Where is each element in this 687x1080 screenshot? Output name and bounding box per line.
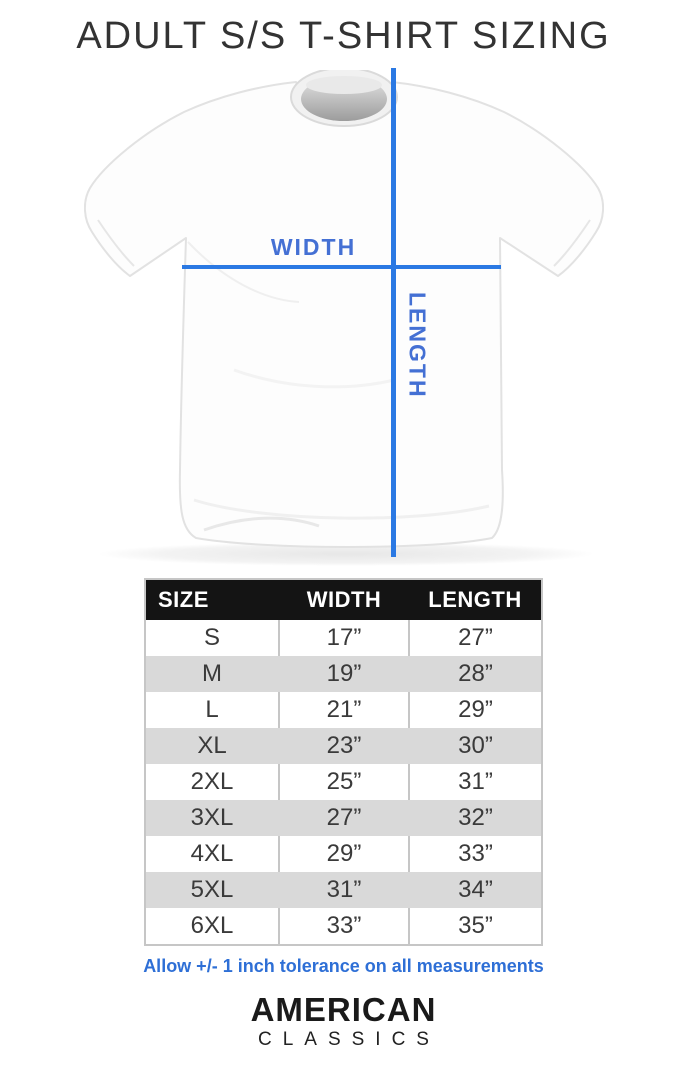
table-row <box>145 836 542 872</box>
shirt-body <box>84 82 602 547</box>
brand-name: AMERICAN <box>250 990 437 1028</box>
length-label: LENGTH <box>404 291 431 399</box>
table-row <box>145 656 542 692</box>
width-cell: 25” <box>279 764 409 800</box>
size-cell: 5XL <box>190 875 234 903</box>
length-cell: 35” <box>409 908 542 945</box>
size-cell: 3XL <box>190 803 234 831</box>
length-cell: 29” <box>409 692 542 728</box>
table-row <box>145 692 542 728</box>
width-cell: 17” <box>279 620 409 656</box>
width-measure-line <box>182 265 501 269</box>
width-cell: 27” <box>279 800 409 836</box>
table-row <box>145 872 542 908</box>
table-row <box>145 800 542 836</box>
table-row <box>145 908 542 945</box>
col-header-length: LENGTH <box>409 579 542 620</box>
length-cell: 33” <box>409 836 542 872</box>
tolerance-note: Allow +/- 1 inch tolerance on all measurements <box>143 955 544 976</box>
length-measure-line <box>391 68 396 557</box>
tshirt-diagram <box>84 70 604 570</box>
size-cell: 6XL <box>190 911 234 939</box>
size-cell: L <box>205 695 219 723</box>
size-cell: 2XL <box>190 767 234 795</box>
col-header-width: WIDTH <box>279 579 409 620</box>
size-table-body <box>145 620 542 945</box>
size-cell: S <box>203 623 220 651</box>
header-row <box>145 579 542 620</box>
size-cell: M <box>202 659 222 687</box>
length-cell: 34” <box>409 872 542 908</box>
size-table-header <box>145 579 542 620</box>
length-cell: 31” <box>409 764 542 800</box>
size-cell: 4XL <box>190 839 234 867</box>
tshirt-image <box>84 70 604 570</box>
size-table <box>144 578 543 946</box>
width-cell: 33” <box>279 908 409 945</box>
width-cell: 31” <box>279 872 409 908</box>
table-row <box>145 764 542 800</box>
brand-subname: CLASSICS <box>258 1028 440 1050</box>
length-cell: 27” <box>409 620 542 656</box>
size-cell: XL <box>197 731 227 759</box>
length-cell: 32” <box>409 800 542 836</box>
table-row <box>145 728 542 764</box>
collar-back-band <box>306 76 382 94</box>
col-header-size: SIZE <box>145 579 279 620</box>
width-cell: 29” <box>279 836 409 872</box>
length-cell: 30” <box>409 728 542 764</box>
width-cell: 21” <box>279 692 409 728</box>
width-cell: 19” <box>279 656 409 692</box>
width-cell: 23” <box>279 728 409 764</box>
brand-logo <box>0 990 687 1051</box>
table-row <box>145 620 542 656</box>
page-title: ADULT S/S T-SHIRT SIZING <box>76 15 611 57</box>
length-cell: 28” <box>409 656 542 692</box>
width-label: WIDTH <box>270 233 357 260</box>
